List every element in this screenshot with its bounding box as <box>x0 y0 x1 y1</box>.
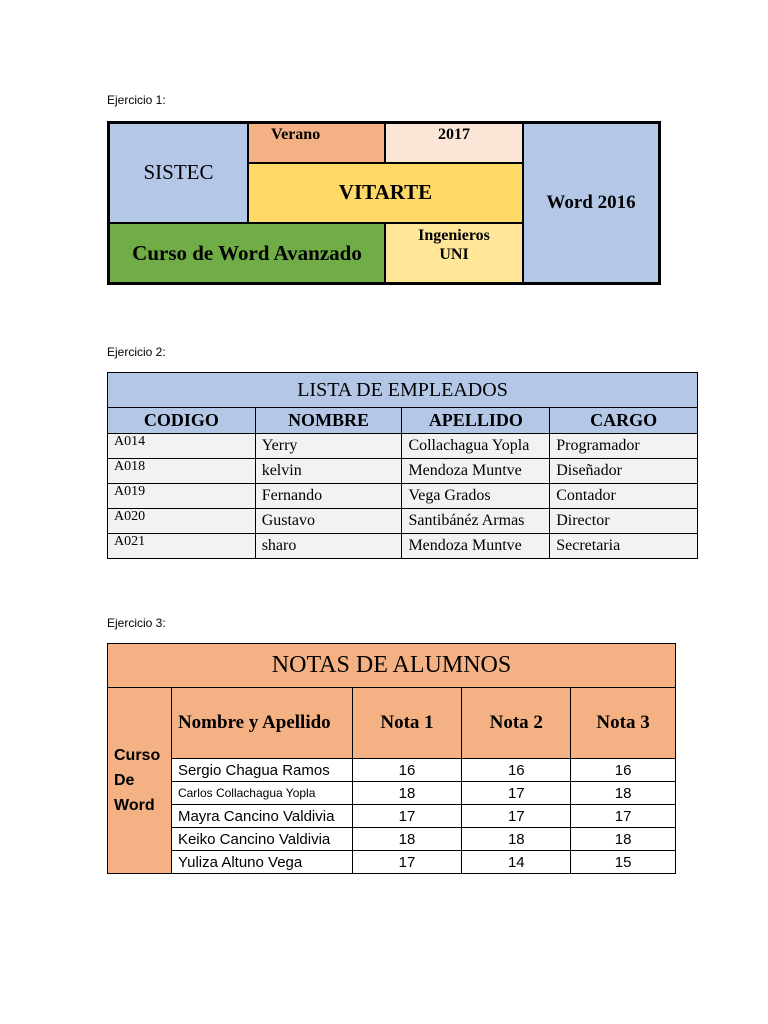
table-row <box>108 851 676 874</box>
cell-nombre: Fernando <box>255 484 402 509</box>
cell-student-name: Yuliza Altuno Vega <box>171 851 352 874</box>
sistec-cell: SISTEC <box>109 123 248 223</box>
grades-title: NOTAS DE ALUMNOS <box>108 644 676 688</box>
cell-cargo: Secretaria <box>550 534 698 559</box>
cell-nota2: 18 <box>462 828 571 851</box>
vitarte-cell: VITARTE <box>248 163 523 223</box>
cell-apellido: Collachagua Yopla <box>402 434 550 459</box>
cell-nota1: 18 <box>352 828 462 851</box>
cell-nombre: sharo <box>255 534 402 559</box>
ex2-label: Ejercicio 2: <box>107 345 166 359</box>
cell-codigo: A019 <box>108 484 256 509</box>
cell-apellido: Vega Grados <box>402 484 550 509</box>
table-row <box>108 782 676 805</box>
ingenieros-cell <box>385 223 523 283</box>
cell-cargo: Director <box>550 509 698 534</box>
table-row <box>108 805 676 828</box>
col-header-codigo: CODIGO <box>108 408 256 434</box>
cell-nota3: 16 <box>571 759 676 782</box>
side-line-word: Word <box>114 797 155 814</box>
cell-student-name: Carlos Collachagua Yopla <box>171 782 352 805</box>
cell-codigo: A020 <box>108 509 256 534</box>
cell-nota1: 17 <box>352 805 462 828</box>
employees-title: LISTA DE EMPLEADOS <box>108 373 698 408</box>
cell-cargo: Diseñador <box>550 459 698 484</box>
cell-nota2: 16 <box>462 759 571 782</box>
grades-table <box>107 643 676 874</box>
employees-table <box>107 372 698 559</box>
ex3-label: Ejercicio 3: <box>107 616 166 630</box>
table-row <box>108 434 698 459</box>
col-header-nota1: Nota 1 <box>352 688 462 759</box>
cell-nota1: 17 <box>352 851 462 874</box>
cell-cargo: Programador <box>550 434 698 459</box>
cell-nota1: 16 <box>352 759 462 782</box>
cell-student-name: Sergio Chagua Ramos <box>171 759 352 782</box>
cell-nota3: 18 <box>571 782 676 805</box>
cell-cargo: Contador <box>550 484 698 509</box>
table-row <box>108 828 676 851</box>
cell-nombre: kelvin <box>255 459 402 484</box>
col-header-nombre-apellido: Nombre y Apellido <box>171 688 352 759</box>
col-header-nota2: Nota 2 <box>462 688 571 759</box>
col-header-apellido: APELLIDO <box>402 408 550 434</box>
cell-apellido: Mendoza Muntve <box>402 534 550 559</box>
table-row <box>108 534 698 559</box>
side-line-curso: Curso <box>114 747 161 764</box>
cell-nota1: 18 <box>352 782 462 805</box>
ingenieros-line1: Ingenieros <box>418 227 490 244</box>
ex1-banner-table <box>107 121 661 285</box>
curso-cell: Curso de Word Avanzado <box>109 223 385 283</box>
verano-cell: Verano <box>248 123 385 163</box>
col-header-cargo: CARGO <box>550 408 698 434</box>
table-row <box>108 459 698 484</box>
cell-nota3: 18 <box>571 828 676 851</box>
cell-apellido: Santibánéz Armas <box>402 509 550 534</box>
cell-nombre: Yerry <box>255 434 402 459</box>
cell-nota2: 14 <box>462 851 571 874</box>
side-line-de: De <box>114 772 135 789</box>
cell-nota3: 17 <box>571 805 676 828</box>
cell-student-name: Keiko Cancino Valdivia <box>171 828 352 851</box>
course-side-label <box>108 688 172 874</box>
cell-codigo: A014 <box>108 434 256 459</box>
col-header-nombre: NOMBRE <box>255 408 402 434</box>
cell-nota3: 15 <box>571 851 676 874</box>
ex1-label: Ejercicio 1: <box>107 93 166 107</box>
cell-nota2: 17 <box>462 782 571 805</box>
table-row <box>108 509 698 534</box>
col-header-nota3: Nota 3 <box>571 688 676 759</box>
year-cell: 2017 <box>385 123 523 163</box>
cell-codigo: A018 <box>108 459 256 484</box>
cell-nota2: 17 <box>462 805 571 828</box>
cell-apellido: Mendoza Muntve <box>402 459 550 484</box>
table-row <box>108 484 698 509</box>
cell-codigo: A021 <box>108 534 256 559</box>
cell-nombre: Gustavo <box>255 509 402 534</box>
cell-student-name: Mayra Cancino Valdivia <box>171 805 352 828</box>
employees-header-row <box>108 408 698 434</box>
ingenieros-line2: UNI <box>439 246 469 263</box>
word2016-cell: Word 2016 <box>523 123 659 283</box>
table-row <box>108 759 676 782</box>
